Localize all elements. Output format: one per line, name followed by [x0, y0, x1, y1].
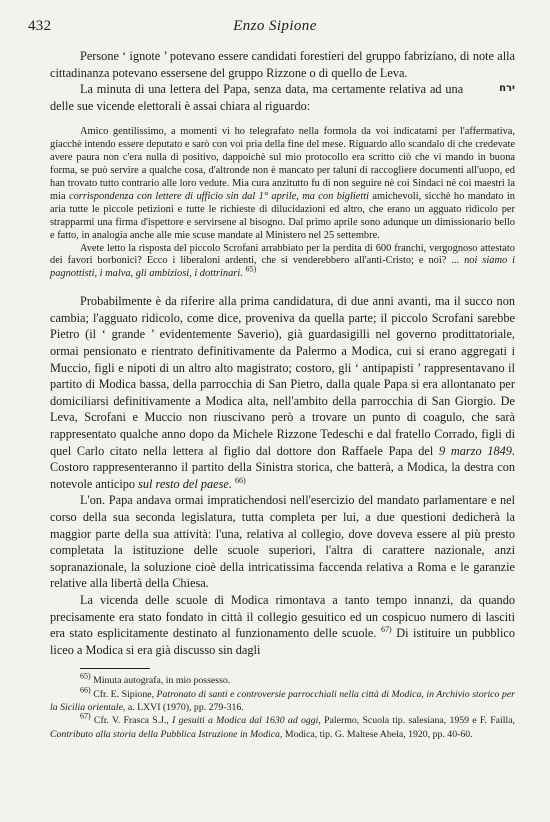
paragraph-3-italic: sul resto del paese.	[138, 476, 232, 491]
quote-2-italic: noi siamo i pagnottisti, i malva, gli ambiziosi, i dottrinari.	[50, 255, 516, 280]
footnote-65-number: 65)	[80, 672, 91, 682]
footnote-67-title-2: Contributo alla storia della Pubblica Istruzione in Modica	[50, 728, 280, 740]
paragraph-2	[50, 81, 515, 114]
footnote-66-title: Patronato di santi e controversie parrocchiali nella città di Modica, in Archivio storico per la Sicilia orientale	[50, 688, 515, 713]
footnote-67-details-1: , Palermo, Scuola tip. salesiana, 1959 e F. Failla,	[318, 715, 515, 727]
footnote-67-title-1: I gesuiti a Modica dal 1630 ad oggi	[172, 715, 319, 727]
letter-quote-2	[50, 243, 515, 282]
footnote-66-author: Cfr. E. Sipione,	[90, 688, 157, 700]
footnote-65-text: Minuta autografa, in mio possesso.	[90, 675, 231, 687]
paragraph-3-text-a: Probabilmente è da riferire alla prima candidatura, di due anni avanti, ma il succo non cambia; l'agguato ridicolo, come dice, proveniva da quella parte; il piccolo Scrofani sarebbe Pietro (il ‘ grande ’ evidentemente Saverio), già guardasigilli nel governo prodittatoriale, ormai pensionato e rientrato definitivamente da Palermo a Modica, cui si erano aggregati i Muccio, figli e nipoti di un altro alto magistrato; costoro, gli ‘ antipapisti ’ rappresentavano il partito di Modica bassa, della parrocchia di San Pietro, dalla quale Papa si era allontanato per domiciliarsi definitivamente a Modica alta, nell'ambito della parrocchia di San Giorgio. De Leva, Scrofani e Muccio non riuscivano però a trovare un punto di coagulo, che sarà rappresentato qualche anno dopo da Michele Rizzone Tedeschi e dal fratello Corrado, figli di quel Carlo citato nella lettera al figlio dal dottore don Raffaele Papa del	[50, 294, 515, 458]
footnote-66-details: , a. LXVI (1970), pp. 279-316.	[122, 701, 244, 713]
paragraph-5-text-b: Di istituire un pubblico liceo a Modica si era già discusso sin dagli	[50, 626, 515, 657]
footnote-divider	[80, 668, 150, 669]
running-title: Enzo Sipione	[233, 18, 317, 34]
footnote-66-number: 66)	[80, 685, 91, 695]
paragraph-5	[50, 592, 515, 658]
quote-1-italic: corrispondenza con lettere di ufficio sin dal 1° aprile, ma con biglietti	[68, 190, 370, 202]
page-header	[28, 18, 522, 38]
footnote-65	[50, 674, 515, 687]
paragraph-4: L'on. Papa andava ormai impratichendosi nell'esercizio del mandato parlamentare e nel corso della sua seconda legislatura, tutta completa per lui, a due questioni dedicherà la maggior parte della sua attività: l'una, relativa al collegio, dove doveva essere al più presto completata la istituzione delle scuole superiori, l'altra di carattere nazionale, anzi sopranazionale, la soluzione cioè della intricatissima faccenda relativa a Roma e le garanzie relative alla libertà della Chiesa.	[50, 493, 515, 591]
footnote-ref-67: 67)	[380, 625, 392, 635]
quote-1-text-a: Amico gentilissimo, a momenti vi ho telegrafato nella formola da voi indicatami per l'affermativa, giacchè intendo essere deputato e sarò con voi pria della fine del mese. Riguardo allo scandalo di che credevate avere paura non c'era nulla di positivo, dappoichè sul mio protocollo era scritto ciò che vi mando in buona forma, se può servire a qualche cosa, d'altronde non è mancato per taluni di raccogliere documenti all'uopo, ed han trovato tutto contrario alle loro vedute. Mia cura anzitutto fu di non seguire nè coi Sindaci nè coi maestri la mia	[50, 126, 515, 202]
page-body	[50, 48, 515, 741]
paragraph-1: Persone ‘ ignote ’ potevano essere candidati forestieri del gruppo fabrizíano, di note alla cittadinanza potevano essersene del gruppo Rizzone o di quello de Leva.	[50, 49, 515, 80]
footnotes	[50, 674, 515, 740]
footnote-67-details-2: , Modica, tip. G. Maltese Abela, 1920, pp. 40-60.	[279, 728, 473, 740]
paragraph-3-text-b: . Costoro rappresenteranno il partito della Sinistra storica, che batterà, a Modica, la destra con notevole anticipo	[50, 443, 515, 491]
footnote-66	[50, 685, 515, 715]
paragraph-3	[50, 293, 515, 492]
footnote-67-number: 67)	[80, 711, 91, 721]
footnote-ref-66: 66)	[235, 475, 246, 485]
hebrew-mark: ירח	[499, 83, 515, 95]
footnote-67	[50, 711, 515, 741]
quote-2-text: Avete letto la risposta del piccolo Scrofani arrabbiato per la perdita di 600 franchi, vergognoso attestato dei favori borbonici? Ecco i liberaloni ardenti, che si venderebbero all'anti-Cristo; e noi? ...	[50, 242, 515, 267]
footnote-ref-65: 65)	[245, 264, 257, 274]
page-number: 432	[28, 18, 52, 34]
letter-quote-1	[50, 126, 515, 242]
paragraph-2-text: La minuta di una lettera del Papa, senza data, ma certamente relativa ad una delle sue vicende elettorali è assai chiara al riguardo:	[50, 82, 464, 113]
paragraph-3-date: 9 marzo 1849	[438, 443, 512, 458]
footnote-67-author: Cfr. V. Frasca S.J.,	[90, 715, 173, 727]
paragraph-5-text-a: La vicenda delle scuole di Modica rimontava a tanto tempo innanzi, da quando precisamente era stato fondato in città il collegio gesuitico ed un cospicuo numero di lasciti era stato esplicitamente destinato al funzionamento delle scuole.	[50, 592, 515, 641]
quote-1-text-b: amichevoli, sicchè ho mandato in aria tutte le piccole petizioni e tutte le richieste di dilucidazioni ed altro, che erano un agguato ridicolo per strapparmi una firma d'ispettore e servirsene al bisogno. Dal primo aprile sono adunque un dimissionario bello e fatto, in analogia anche alle mie scuse mandate al Ministero nel 25 settembre.	[50, 190, 515, 241]
